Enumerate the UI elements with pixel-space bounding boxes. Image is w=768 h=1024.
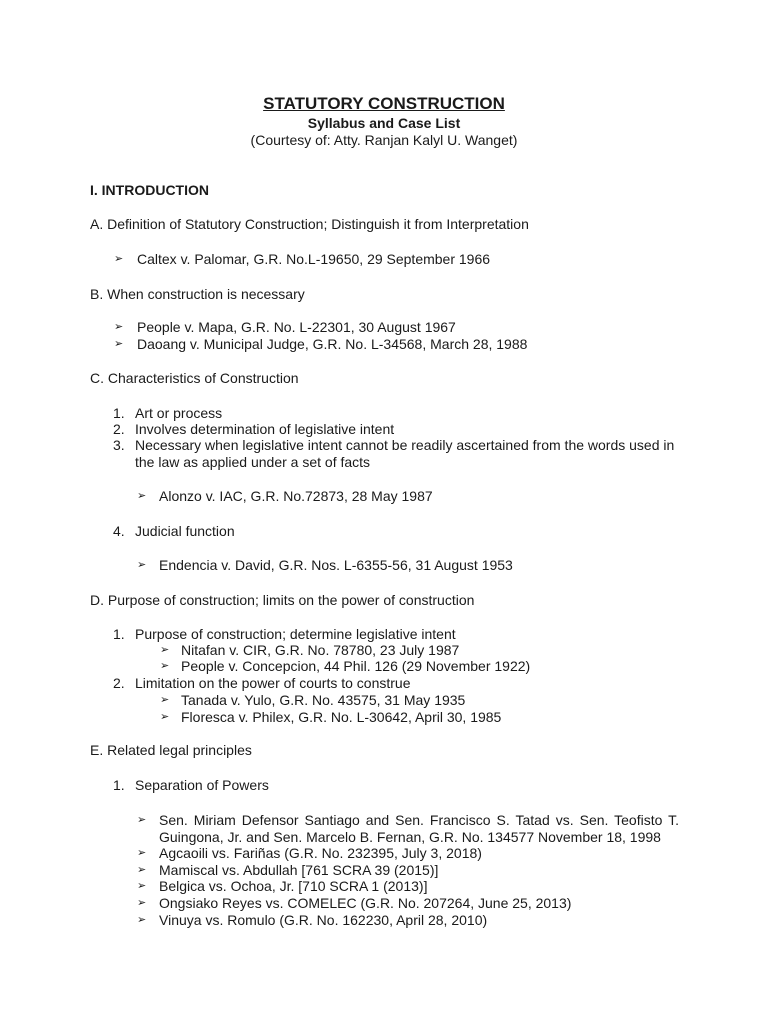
case-item: Endencia v. David, G.R. Nos. L-6355-56, 31 August 1953: [159, 557, 513, 573]
bullet-arrow-icon: ➢: [160, 660, 170, 672]
case-item: Mamiscal vs. Abdullah [761 SCRA 39 (2015)]: [159, 862, 439, 878]
subsection-b-heading: B. When construction is necessary: [90, 286, 305, 302]
case-item-continuation: Guingona, Jr. and Sen. Marcelo B. Fernan, G.R. No. 134577 November 18, 1998: [159, 829, 661, 845]
case-item: People v. Mapa, G.R. No. L-22301, 30 August 1967: [137, 319, 456, 335]
list-item-continuation: the law as applied under a set of facts: [135, 454, 371, 470]
bullet-arrow-icon: ➢: [160, 711, 170, 723]
subsection-e-heading: E. Related legal principles: [90, 742, 252, 758]
list-item: Necessary when legislative intent cannot be readily ascertained from the words used in: [135, 437, 675, 453]
bullet-arrow-icon: ➢: [137, 897, 147, 909]
list-item: Purpose of construction; determine legislative intent: [135, 626, 456, 642]
case-item: People v. Concepcion, 44 Phil. 126 (29 November 1922): [181, 658, 531, 674]
list-number: 2.: [113, 675, 125, 691]
bullet-arrow-icon: ➢: [137, 814, 147, 826]
case-item: Belgica vs. Ochoa, Jr. [710 SCRA 1 (2013)]: [159, 878, 428, 894]
document-courtesy: (Courtesy of: Atty. Ranjan Kalyl U. Wanget): [250, 132, 518, 148]
bullet-arrow-icon: ➢: [114, 253, 124, 265]
bullet-arrow-icon: ➢: [160, 644, 170, 656]
case-item: Nitafan v. CIR, G.R. No. 78780, 23 July 1987: [181, 642, 460, 658]
bullet-arrow-icon: ➢: [114, 321, 124, 333]
case-item: Agcaoili vs. Fariñas (G.R. No. 232395, July 3, 2018): [159, 845, 482, 861]
document-subtitle: Syllabus and Case List: [307, 115, 461, 131]
document-title: STATUTORY CONSTRUCTION: [263, 94, 505, 113]
case-item: Vinuya vs. Romulo (G.R. No. 162230, April 28, 2010): [159, 912, 488, 928]
case-item: Alonzo v. IAC, G.R. No.72873, 28 May 1987: [159, 488, 433, 504]
subsection-a-heading: A. Definition of Statutory Construction; Distinguish it from Interpretation: [90, 216, 529, 232]
list-number: 1.: [113, 777, 125, 793]
bullet-arrow-icon: ➢: [137, 559, 147, 571]
bullet-arrow-icon: ➢: [137, 864, 147, 876]
list-number: 3.: [113, 437, 125, 453]
list-number: 4.: [113, 523, 125, 539]
bullet-arrow-icon: ➢: [137, 847, 147, 859]
list-number: 2.: [113, 421, 125, 437]
subsection-c-heading: C. Characteristics of Construction: [90, 370, 299, 386]
list-number: 1.: [113, 405, 125, 421]
case-item: Caltex v. Palomar, G.R. No.L-19650, 29 September 1966: [137, 251, 491, 267]
list-item: Judicial function: [135, 523, 235, 539]
subsection-d-heading: D. Purpose of construction; limits on the power of construction: [90, 592, 475, 608]
case-item: Tanada v. Yulo, G.R. No. 43575, 31 May 1935: [181, 692, 466, 708]
list-item: Involves determination of legislative intent: [135, 421, 395, 437]
list-number: 1.: [113, 626, 125, 642]
bullet-arrow-icon: ➢: [137, 880, 147, 892]
bullet-arrow-icon: ➢: [137, 490, 147, 502]
bullet-arrow-icon: ➢: [137, 914, 147, 926]
case-item: Daoang v. Municipal Judge, G.R. No. L-34568, March 28, 1988: [137, 336, 528, 352]
bullet-arrow-icon: ➢: [114, 338, 124, 350]
list-item: Art or process: [135, 405, 223, 421]
section-heading: I. INTRODUCTION: [90, 182, 209, 198]
list-item: Separation of Powers: [135, 777, 269, 793]
case-item: Ongsiako Reyes vs. COMELEC (G.R. No. 207264, June 25, 2013): [159, 895, 572, 911]
case-item: Sen. Miriam Defensor Santiago and Sen. Francisco S. Tatad vs. Sen. Teofisto T.: [159, 812, 679, 828]
case-item: Floresca v. Philex, G.R. No. L-30642, April 30, 1985: [181, 709, 502, 725]
list-item: Limitation on the power of courts to construe: [135, 675, 411, 691]
bullet-arrow-icon: ➢: [160, 694, 170, 706]
